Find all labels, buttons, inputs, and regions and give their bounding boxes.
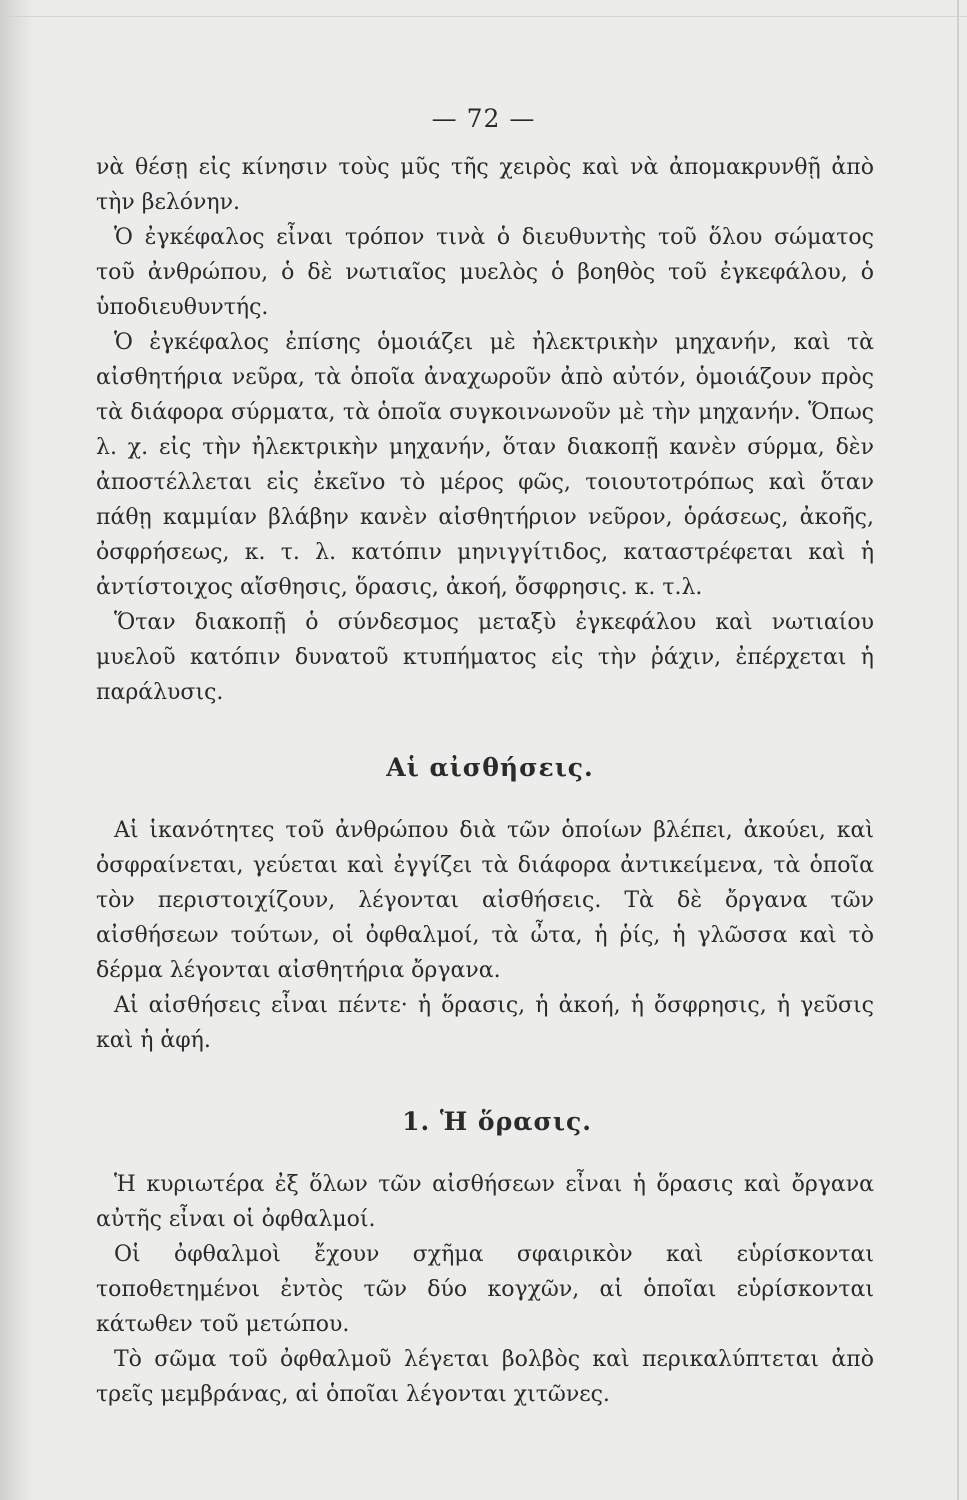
paragraph: Ὁ ἐγκέφαλος εἶναι τρόπον τινὰ ὁ διευθυντὴς τοῦ ὅλου σώματος τοῦ ἀνθρώπου, ὁ δὲ νωτιαῖος μυελὸς ὁ βοηθὸς τοῦ ἐγκεφάλου, ὁ ὑποδιευθυντής.	[96, 225, 874, 320]
paragraph: Ὁ ἐγκέφαλος ἐπίσης ὁμοιάζει μὲ ἠλεκτρικὴν μηχανήν, καὶ τὰ αἰσθητήρια νεῦρα, τὰ ὁποῖα ἀναχωροῦν ἀπὸ αὐτόν, ὁμοιάζουν πρὸς τὰ διάφορα σύρματα, τὰ ὁποῖα συγκοινωνοῦν μὲ τὴν μηχανήν. Ὅπως λ. χ. εἰς τὴν ἠλεκτρικὴν μηχανήν, ὅταν διακοπῇ κανὲν σύρμα, δὲν ἀποστέλλεται εἰς ἐκεῖνο τὸ μέρος φῶς, τοιουτοτρόπως καὶ ὅταν πάθῃ καμμίαν βλάβην κανὲν αἰσθητήριον νεῦρον, ὁράσεως, ἀκοῆς, ὀσφρήσεως, κ. τ. λ. κατόπιν μηνιγγίτιδος, καταστρέφεται καὶ ἡ ἀντίστοιχος αἴσθησις, ὅρασις, ἀκοή, ὄσφρησις. κ. τ.λ.	[96, 330, 874, 600]
paragraph: Οἱ ὀφθαλμοὶ ἔχουν σχῆμα σφαιρικὸν καὶ εὑρίσκονται τοποθετημένοι ἐντὸς τῶν δύο κογχῶν, αἱ ὁποῖαι εὑρίσκονται κάτωθεν τοῦ μετώπου.	[96, 1242, 874, 1337]
paragraph: Τὸ σῶμα τοῦ ὀφθαλμοῦ λέγεται βολβὸς καὶ περικαλύπτεται ἀπὸ τρεῖς μεμβράνας, αἱ ὁποῖαι λέγονται χιτῶνες.	[96, 1347, 874, 1407]
section-heading: Αἱ αἰσθήσεις.	[386, 753, 594, 782]
page-number: — 72 —	[431, 104, 536, 133]
top-edge-line	[0, 16, 967, 17]
paragraph: Αἱ ἱκανότητες τοῦ ἀνθρώπου διὰ τῶν ὁποίων βλέπει, ἀκούει, καὶ ὀσφραίνεται, γεύεται καὶ ἐγγίζει τὰ διάφορα ἀντικείμενα, τὰ ὁποῖα τὸν περιστοιχίζουν, λέγονται αἰσθήσεις. Τὰ δὲ ὄργανα τῶν αἰσθήσεων τούτων, οἱ ὀφθαλμοί, τὰ ὦτα, ἡ ῥίς, ἡ γλῶσσα καὶ τὸ δέρμα λέγονται αἰσθητήρια ὄργανα.	[96, 818, 874, 983]
subsection-heading: 1. Ἡ ὅρασις.	[402, 1107, 592, 1136]
paragraph: Ἡ κυριωτέρα ἐξ ὅλων τῶν αἰσθήσεων εἶναι ἡ ὅρασις καὶ ὄργανα αὐτῆς εἶναι οἱ ὀφθαλμοί.	[96, 1172, 874, 1232]
right-edge-line	[957, 0, 959, 1500]
page-binding-shadow	[0, 0, 34, 1500]
page-body	[96, 150, 874, 1412]
paragraph: Αἱ αἰσθήσεις εἶναι πέντε· ἡ ὅρασις, ἡ ἀκοή, ἡ ὄσφρησις, ἡ γεῦσις καὶ ἡ ἁφή.	[96, 993, 874, 1053]
paragraph: Ὅταν διακοπῇ ὁ σύνδεσμος μεταξὺ ἐγκεφάλου καὶ νωτιαίου μυελοῦ κατόπιν δυνατοῦ κτυπήματος εἰς τὴν ῥάχιν, ἐπέρχεται ἡ παράλυσις.	[96, 610, 874, 705]
paragraph: νὰ θέσῃ εἰς κίνησιν τοὺς μῦς τῆς χειρὸς καὶ νὰ ἀπομακρυνθῇ ἀπὸ τὴν βελόνην.	[96, 155, 874, 215]
